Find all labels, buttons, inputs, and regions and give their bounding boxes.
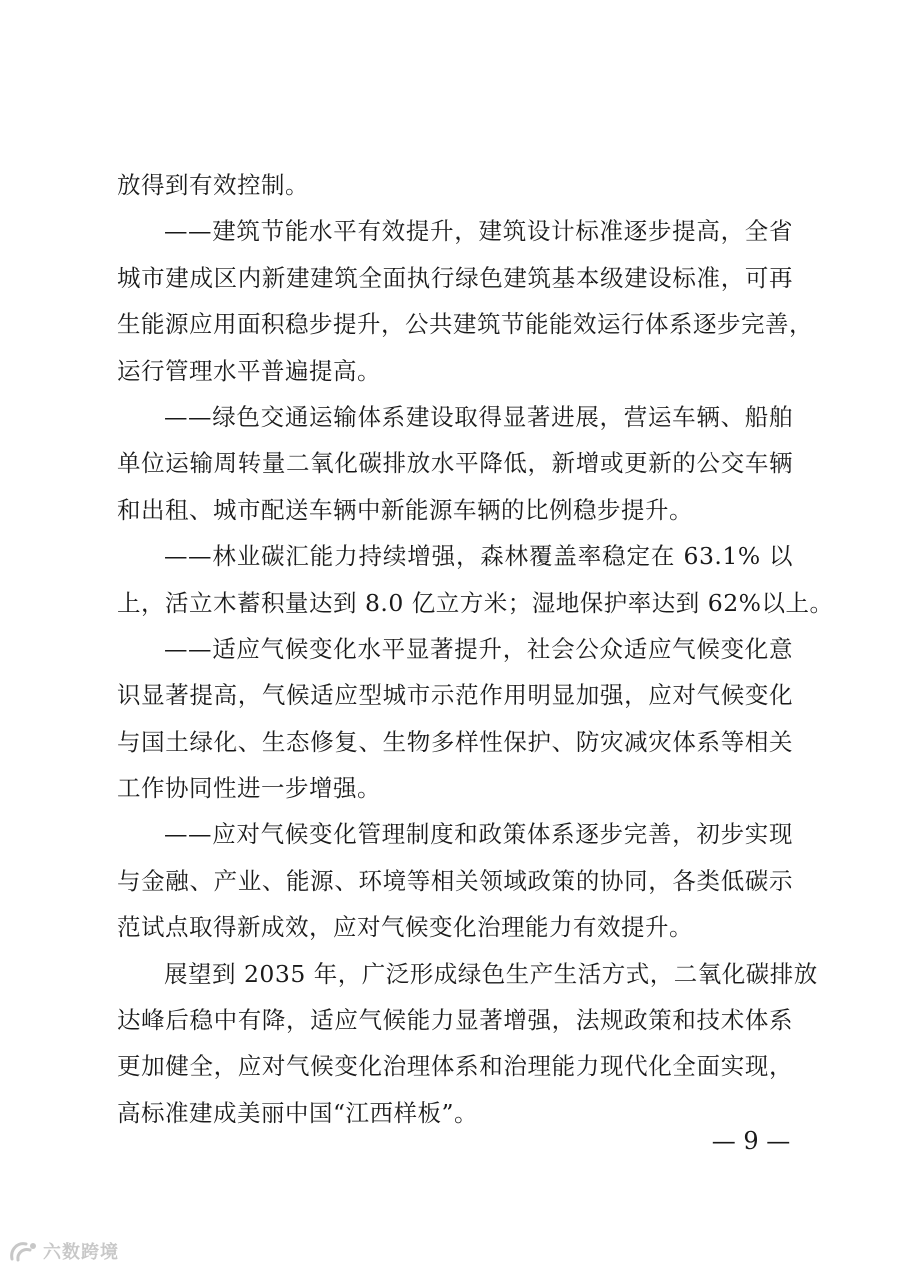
text-line: 放得到有效控制。 xyxy=(117,171,309,199)
brand-logo-icon xyxy=(8,1239,38,1263)
text-line: 和出租、城市配送车辆中新能源车辆的比例稳步提升。 xyxy=(117,495,693,524)
text-line: 更加健全，应对气候变化治理体系和治理能力现代化全面实现， xyxy=(117,1052,793,1081)
text-line: ——建筑节能水平有效提升，建筑设计标准逐步提高，全省 xyxy=(164,217,793,246)
body-text xyxy=(117,162,834,1136)
text-line: ——林业碳汇能力持续增强，森林覆盖率稳定在 63.1% 以 xyxy=(164,542,793,571)
text-line: 识显著提高，气候适应型城市示范作用明显加强，应对气候变化 xyxy=(117,681,793,710)
text-line: 范试点取得新成效，应对气候变化治理能力有效提升。 xyxy=(117,913,693,942)
text-line: 上，活立木蓄积量达到 8.0 亿立方米；湿地保护率达到 62%以上。 xyxy=(117,588,834,617)
text-line: ——应对气候变化管理制度和政策体系逐步完善，初步实现 xyxy=(164,820,793,849)
text-line: 与金融、产业、能源、环境等相关领域政策的协同，各类低碳示 xyxy=(117,866,793,895)
text-line: 与国土绿化、生态修复、生物多样性保护、防灾减灾体系等相关 xyxy=(117,727,793,756)
watermark xyxy=(8,1238,119,1264)
text-line: 达峰后稳中有降，适应气候能力显著增强，法规政策和技术体系 xyxy=(117,1006,793,1035)
text-line: ——适应气候变化水平显著提升，社会公众适应气候变化意 xyxy=(164,634,793,663)
text-line: 高标准建成美丽中国“江西样板”。 xyxy=(117,1098,479,1127)
text-line: 城市建成区内新建建筑全面执行绿色建筑基本级建设标准，可再 xyxy=(117,263,793,292)
text-line: 生能源应用面积稳步提升，公共建筑节能能效运行体系逐步完善， xyxy=(117,310,813,339)
text-line: 工作协同性进一步增强。 xyxy=(117,774,381,803)
text-line: ——绿色交通运输体系建设取得显著进展，营运车辆、船舶 xyxy=(164,402,793,431)
page-number: — 9 — xyxy=(711,1127,791,1155)
text-line: 单位运输周转量二氧化碳排放水平降低，新增或更新的公交车辆 xyxy=(117,449,793,478)
watermark-text: 六数跨境 xyxy=(43,1242,119,1263)
text-line: 展望到 2035 年，广泛形成绿色生产生活方式，二氧化碳排放 xyxy=(164,959,818,988)
text-line: 运行管理水平普遍提高。 xyxy=(117,356,381,385)
